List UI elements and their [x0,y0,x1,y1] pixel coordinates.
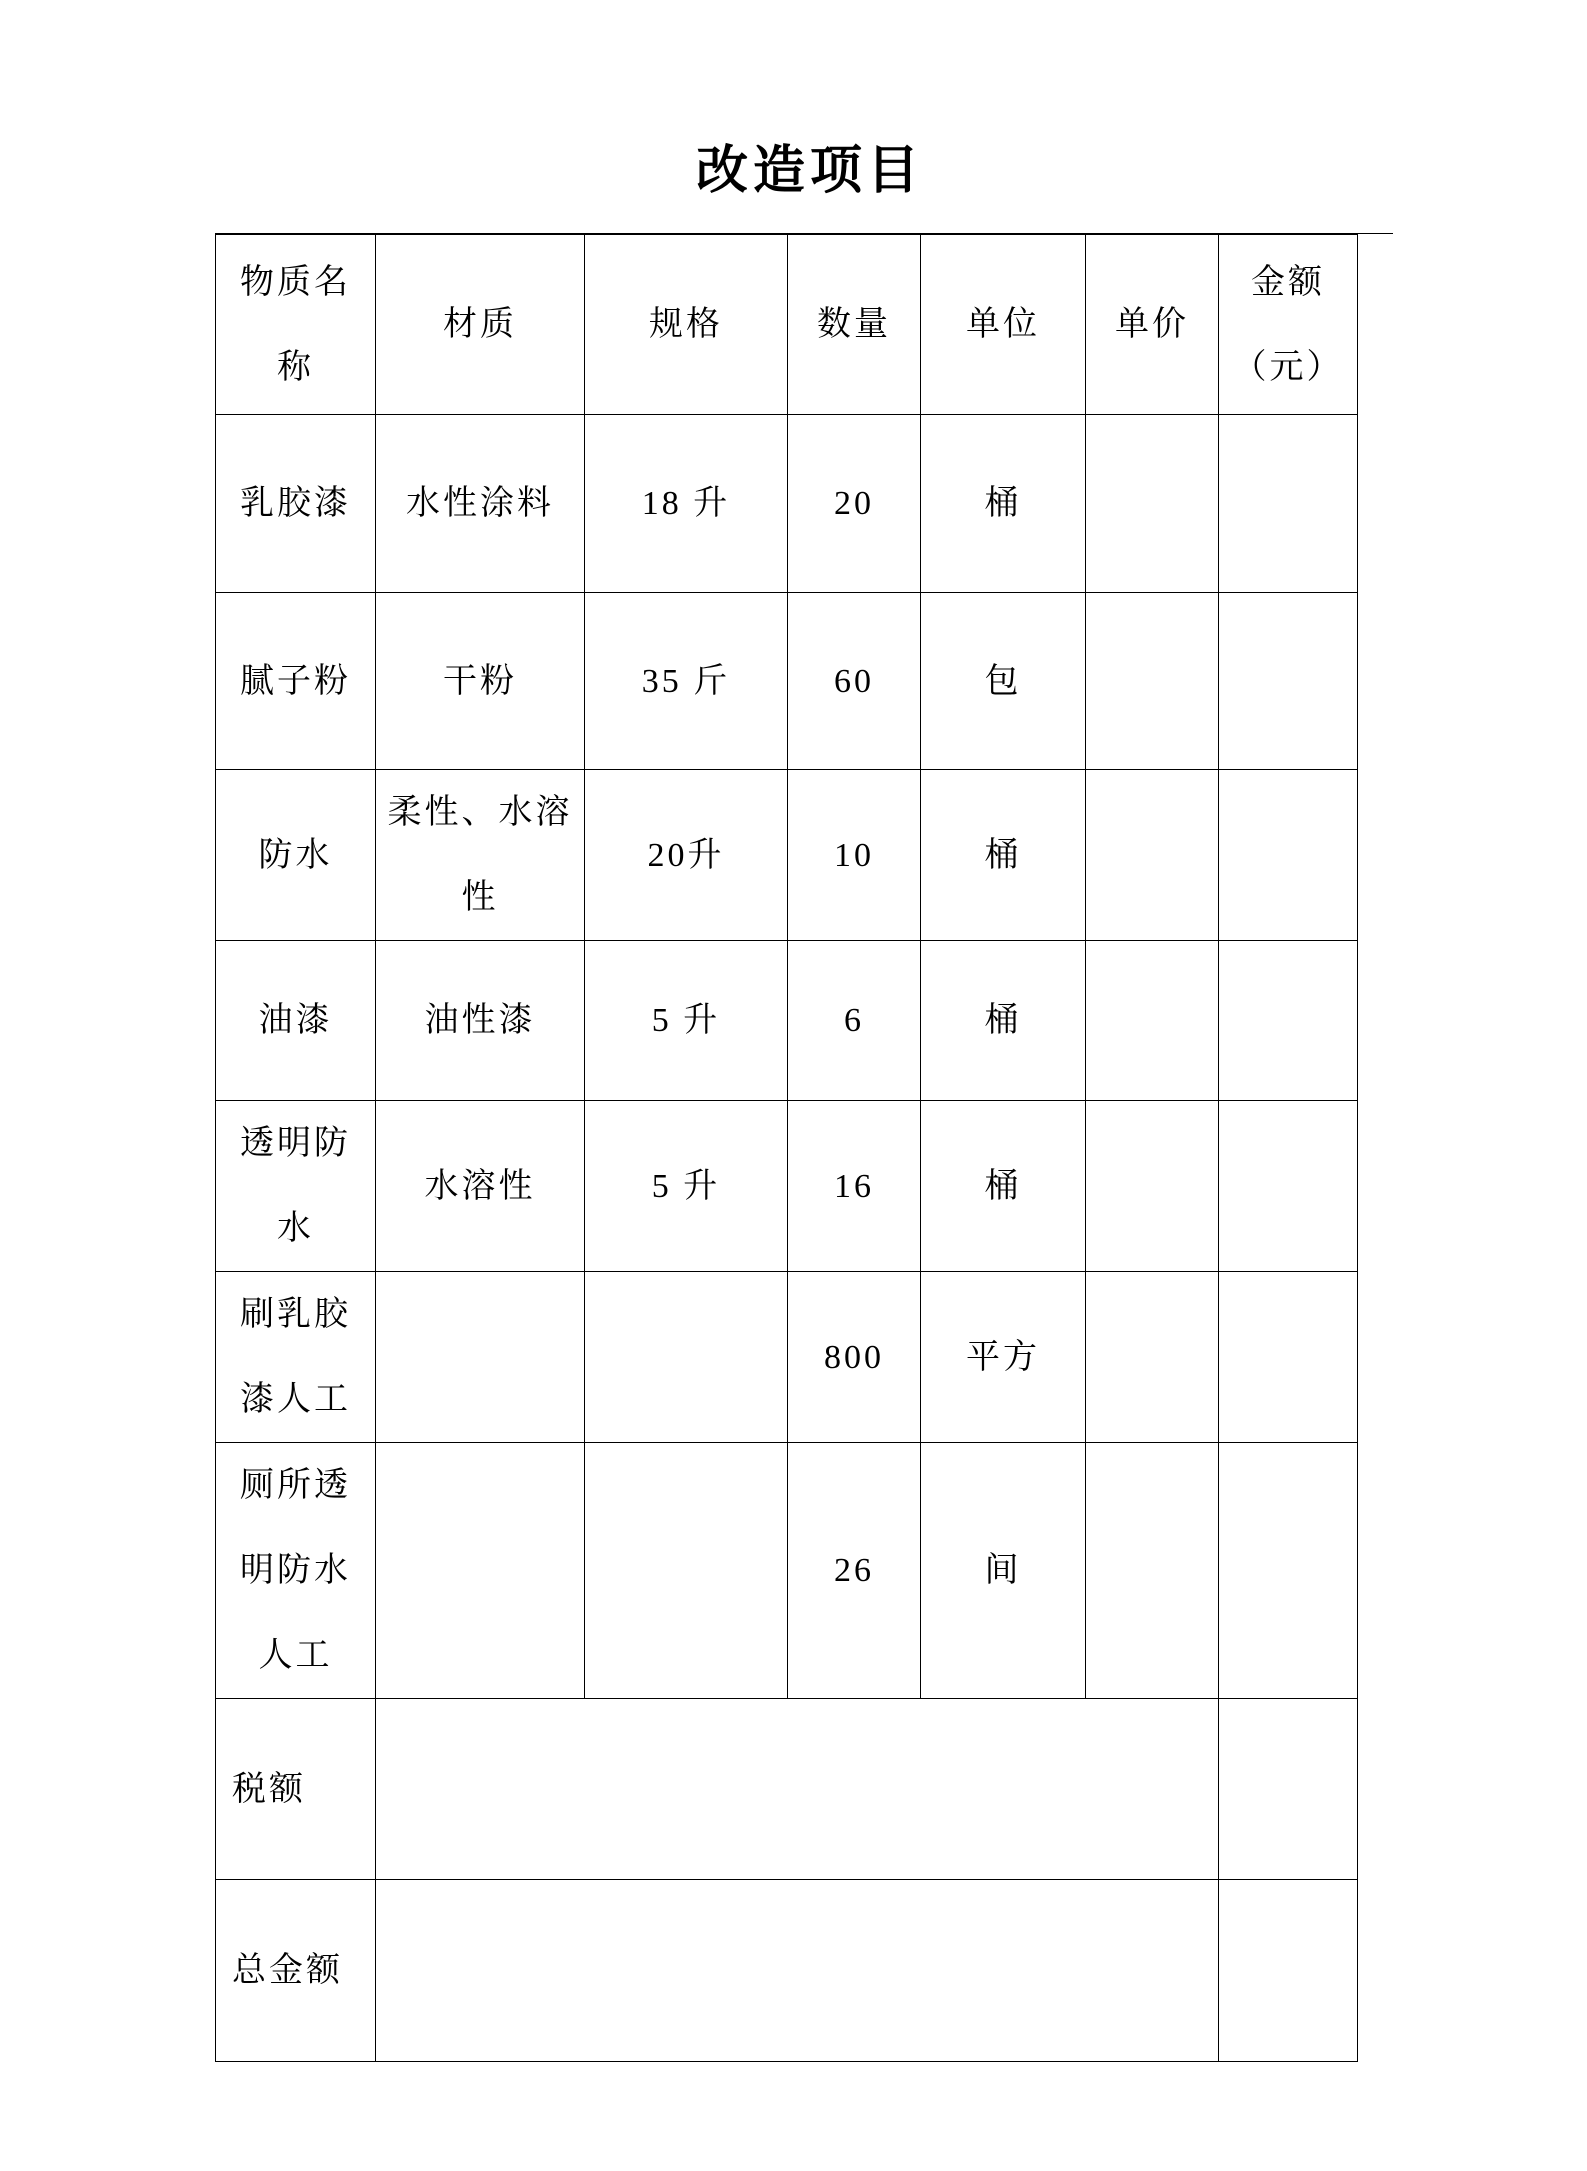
spec-cell: 5 升 [585,941,788,1101]
material-cell: 油性漆 [376,941,585,1101]
material-cell: 柔性、水溶性 [376,770,585,941]
item-name-cell: 乳胶漆 [216,415,376,593]
amount-cell [1219,941,1358,1101]
material-cell [376,1443,585,1699]
item-name-cell: 厕所透明防水人工 [216,1443,376,1699]
header-material: 材质 [376,235,585,415]
table-row [216,1272,1358,1443]
tax-amount-cell [1219,1699,1358,1880]
material-cell [376,1272,585,1443]
material-cell: 水性涂料 [376,415,585,593]
item-name-cell: 刷乳胶漆人工 [216,1272,376,1443]
spec-cell: 18 升 [585,415,788,593]
amount-cell [1219,1101,1358,1272]
amount-cell [1219,593,1358,770]
header-amount: 金额（元） [1219,235,1358,415]
material-cell: 干粉 [376,593,585,770]
quantity-cell: 16 [788,1101,921,1272]
header-spec: 规格 [585,235,788,415]
unit-cell: 间 [921,1443,1086,1699]
tax-merged-cell [376,1699,1219,1880]
table-row [216,1443,1358,1699]
amount-cell [1219,1272,1358,1443]
spec-cell: 35 斤 [585,593,788,770]
amount-cell [1219,1443,1358,1699]
header-unit: 单位 [921,235,1086,415]
header-unit-price: 单价 [1086,235,1219,415]
quantity-cell: 10 [788,770,921,941]
unit-price-cell [1086,593,1219,770]
unit-cell: 包 [921,593,1086,770]
spec-cell [585,1272,788,1443]
total-label: 总金额 [216,1880,376,2062]
unit-price-cell [1086,941,1219,1101]
tax-row [216,1699,1358,1880]
unit-price-cell [1086,770,1219,941]
page-title: 改造项目 [695,143,924,200]
renovation-items-table [215,234,1358,2062]
unit-cell: 桶 [921,770,1086,941]
item-name-cell: 透明防水 [216,1101,376,1272]
table-row [216,770,1358,941]
item-name-cell: 防水 [216,770,376,941]
unit-price-cell [1086,1272,1219,1443]
table-row [216,415,1358,593]
total-row [216,1880,1358,2062]
table-row [216,941,1358,1101]
total-merged-cell [376,1880,1219,2062]
table-row [216,593,1358,770]
spec-cell: 20升 [585,770,788,941]
amount-cell [1219,770,1358,941]
tax-label: 税额 [216,1699,376,1880]
item-name-cell: 腻子粉 [216,593,376,770]
unit-price-cell [1086,1101,1219,1272]
material-cell: 水溶性 [376,1101,585,1272]
amount-cell [1219,415,1358,593]
unit-cell: 桶 [921,941,1086,1101]
header-name: 物质名称 [216,235,376,415]
unit-price-cell [1086,415,1219,593]
header-quantity: 数量 [788,235,921,415]
quantity-cell: 800 [788,1272,921,1443]
quantity-cell: 6 [788,941,921,1101]
quantity-cell: 60 [788,593,921,770]
table-row [216,1101,1358,1272]
total-amount-cell [1219,1880,1358,2062]
spec-cell: 5 升 [585,1101,788,1272]
item-name-cell: 油漆 [216,941,376,1101]
spec-cell [585,1443,788,1699]
unit-cell: 桶 [921,415,1086,593]
unit-price-cell [1086,1443,1219,1699]
quantity-cell: 20 [788,415,921,593]
unit-cell: 平方 [921,1272,1086,1443]
unit-cell: 桶 [921,1101,1086,1272]
quantity-cell: 26 [788,1443,921,1699]
table-header-row [216,235,1358,415]
